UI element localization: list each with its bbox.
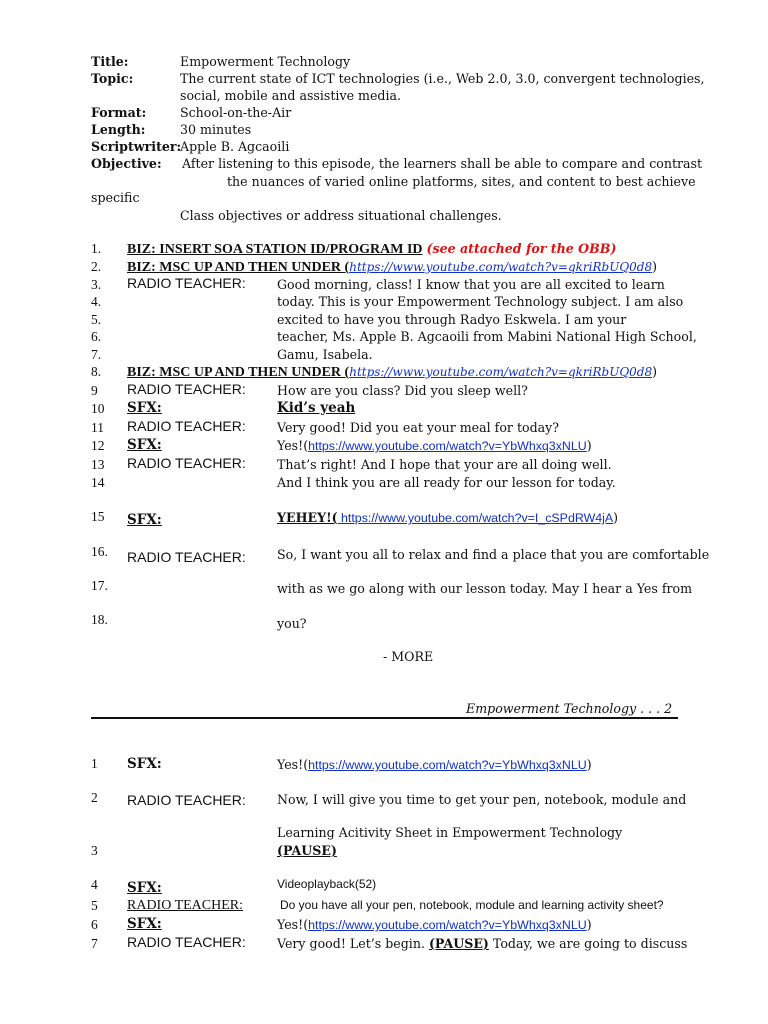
- objective-label: Objective:: [91, 156, 162, 171]
- sfx-line: [277, 917, 592, 933]
- speaker-radio-teacher: RADIO TEACHER:: [127, 898, 244, 913]
- line-number: 16.: [91, 544, 108, 559]
- speaker-radio-teacher: RADIO TEACHER:: [127, 275, 246, 291]
- sfx-link[interactable]: https://www.youtube.com/watch?v=YbWhxq3xNLU: [308, 758, 587, 772]
- speaker-sfx: SFX:: [127, 916, 162, 932]
- script-line-8: [127, 364, 657, 380]
- length-label: Length:: [91, 122, 146, 137]
- sfx-line: [277, 438, 592, 454]
- line-number: 6: [91, 917, 98, 932]
- line-number: 4: [91, 877, 98, 892]
- line-number: 5.: [91, 312, 102, 327]
- line-number: 3: [91, 843, 98, 858]
- objective-line-1: After listening to this episode, the learners shall be able to compare and contrast: [182, 156, 703, 171]
- sfx-text: Yes!(: [277, 438, 309, 453]
- title-label: Title:: [91, 54, 129, 69]
- dialogue-line: [277, 936, 687, 951]
- topic-line-1: The current state of ICT technologies (i.e., Web 2.0, 3.0, convergent technologies,: [180, 71, 705, 86]
- dialogue-line: Now, I will give you time to get your pen, notebook, module and: [277, 792, 687, 807]
- script-line-1: [127, 241, 616, 257]
- dialogue-line: And I think you are all ready for our lesson for today.: [277, 475, 616, 490]
- dialogue-line: you?: [277, 616, 307, 631]
- line-number: 9: [91, 383, 98, 398]
- line-number: 1.: [91, 241, 102, 256]
- sfx-line: [277, 757, 592, 773]
- speaker-sfx: SFX:: [127, 512, 162, 528]
- close-paren: ): [613, 510, 619, 525]
- dialogue-text: Today, we are going to discuss: [492, 936, 688, 951]
- line-number: 13: [91, 457, 105, 472]
- line-number: 2.: [91, 259, 102, 274]
- speaker-sfx: SFX:: [127, 880, 162, 896]
- objective-line-4: Class objectives or address situational challenges.: [180, 208, 502, 223]
- dialogue-line: Very good! Did you eat your meal for today?: [277, 420, 560, 435]
- dialogue-line: Do you have all your pen, notebook, module and learning activity sheet?: [280, 898, 664, 912]
- dialogue-line: Gamu, Isabela.: [277, 347, 373, 362]
- line-number: 4.: [91, 294, 102, 309]
- dialogue-line: teacher, Ms. Apple B. Agcaoili from Mabini National High School,: [277, 329, 697, 344]
- speaker-sfx: SFX:: [127, 437, 162, 453]
- speaker-radio-teacher: RADIO TEACHER:: [127, 934, 246, 950]
- sfx-cue: Kid’s yeah: [277, 400, 356, 416]
- biz-note: (see attached for the OBB): [426, 241, 617, 256]
- scriptwriter-value: Apple B. Agcaoili: [180, 139, 290, 154]
- format-label: Format:: [91, 105, 147, 120]
- close-paren: ): [586, 757, 592, 772]
- sfx-link[interactable]: https://www.youtube.com/watch?v=I_cSPdRW4jA: [337, 511, 614, 525]
- speaker-radio-teacher: RADIO TEACHER:: [127, 549, 246, 565]
- sfx-line: Videoplayback(52): [277, 877, 377, 891]
- biz-cue: BIZ: INSERT SOA STATION ID/PROGRAM ID: [127, 242, 423, 257]
- pause-cue: (PAUSE): [277, 843, 337, 858]
- sfx-text: Yes!(: [277, 757, 309, 772]
- sfx-link[interactable]: https://www.youtube.com/watch?v=YbWhxq3xNLU: [308, 439, 587, 453]
- line-number: 12: [91, 438, 105, 453]
- topic-label: Topic:: [91, 71, 134, 86]
- script-line-2: [127, 259, 657, 275]
- scriptwriter-label: Scriptwriter:: [91, 139, 182, 154]
- music-link[interactable]: https://www.youtube.com/watch?v=qkriRbUQ0d8: [349, 260, 653, 274]
- objective-line-2: the nuances of varied online platforms, sites, and content to best achieve: [227, 174, 696, 189]
- speaker-sfx: SFX:: [127, 400, 162, 416]
- sfx-line: [277, 510, 618, 526]
- line-number: 6.: [91, 329, 102, 344]
- dialogue-line: That’s right! And I hope that your are all doing well.: [277, 457, 612, 472]
- sfx-text: Yes!(: [277, 917, 309, 932]
- line-number: 1: [91, 756, 98, 771]
- line-number: 14: [91, 475, 105, 490]
- speaker-radio-teacher: RADIO TEACHER:: [127, 455, 246, 471]
- close-paren: ): [586, 438, 592, 453]
- line-number: 5: [91, 898, 98, 913]
- dialogue-line: Good morning, class! I know that you are all excited to learn: [277, 277, 665, 292]
- speaker-radio-teacher: RADIO TEACHER:: [127, 418, 246, 434]
- running-header: Empowerment Technology . . . 2: [466, 701, 673, 716]
- close-paren: ): [652, 259, 658, 274]
- music-link[interactable]: https://www.youtube.com/watch?v=qkriRbUQ0d8: [349, 365, 653, 379]
- line-number: 11: [91, 420, 104, 435]
- dialogue-line: So, I want you all to relax and find a place that you are comfortable: [277, 547, 710, 562]
- dialogue-text: Very good! Let’s begin.: [277, 936, 425, 951]
- topic-line-2: social, mobile and assistive media.: [180, 88, 402, 103]
- dialogue-line: today. This is your Empowerment Technology subject. I am also: [277, 294, 684, 309]
- length-value: 30 minutes: [180, 122, 252, 137]
- line-number: 3.: [91, 277, 102, 292]
- biz-cue: BIZ: MSC UP AND THEN UNDER (: [127, 365, 350, 380]
- more-marker: - MORE: [383, 649, 434, 664]
- line-number: 7.: [91, 347, 102, 362]
- title-value: Empowerment Technology: [180, 54, 351, 69]
- line-number: 17.: [91, 578, 108, 593]
- dialogue-line: with as we go along with our lesson today. May I hear a Yes from: [277, 581, 693, 596]
- line-number: 8.: [91, 364, 102, 379]
- speaker-sfx: SFX:: [127, 756, 162, 772]
- dialogue-line: excited to have you through Radyo Eskwela. I am your: [277, 312, 627, 327]
- line-number: 2: [91, 790, 98, 805]
- line-number: 10: [91, 401, 105, 416]
- close-paren: ): [586, 917, 592, 932]
- line-number: 7: [91, 936, 98, 951]
- sfx-text: YEHEY!(: [277, 510, 338, 525]
- pause-cue: (PAUSE): [428, 936, 489, 951]
- line-number: 15: [91, 509, 105, 524]
- header-rule: [91, 717, 678, 719]
- format-value: School-on-the-Air: [180, 105, 292, 120]
- dialogue-line: How are you class? Did you sleep well?: [277, 383, 528, 398]
- objective-line-3: specific: [91, 190, 140, 205]
- dialogue-line: Learning Acitivity Sheet in Empowerment Technology: [277, 825, 623, 840]
- speaker-radio-teacher: RADIO TEACHER:: [127, 792, 246, 808]
- close-paren: ): [652, 364, 658, 379]
- speaker-radio-teacher: RADIO TEACHER:: [127, 381, 246, 397]
- sfx-link[interactable]: https://www.youtube.com/watch?v=YbWhxq3xNLU: [308, 918, 587, 932]
- line-number: 18.: [91, 612, 108, 627]
- biz-cue: BIZ: MSC UP AND THEN UNDER (: [127, 260, 350, 275]
